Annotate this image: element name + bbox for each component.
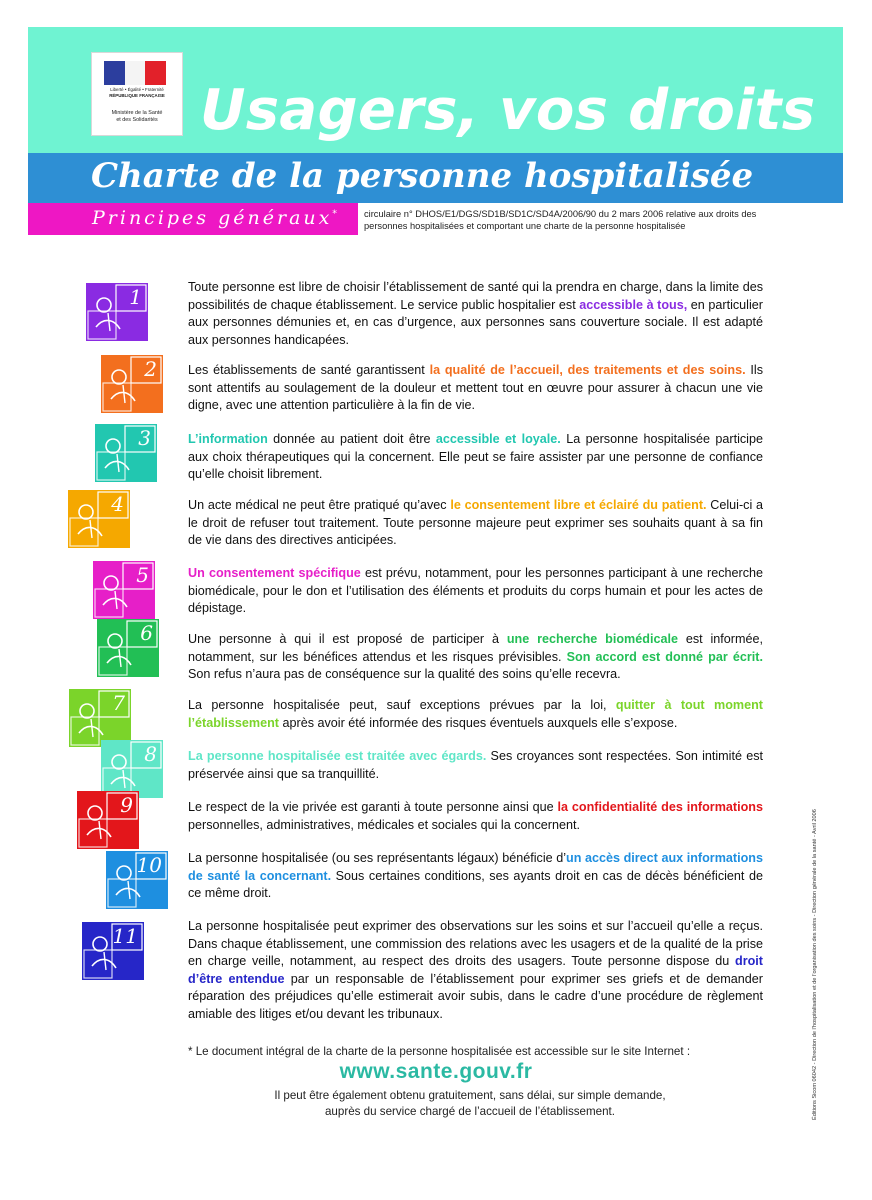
principle-9 xyxy=(188,799,763,834)
principle-number: 2 xyxy=(144,357,157,381)
publisher-credit: Éditions Sicom 06042 - Direction de l’hospitalisation et de l’organisation des soins - Direction générale de la santé - Avril 2006 xyxy=(812,809,818,1120)
availability-line-2: auprès du service chargé de l’accueil de l’établissement. xyxy=(324,1105,615,1118)
principle-highlight: le consentement libre et éclairé du patient. xyxy=(450,498,707,512)
principle-text: Ils sont attentifs au soulagement de la douleur et mettent tout en œuvre pour assurer à chacun une vie digne, avec une attention particulière à la fin de vie. xyxy=(188,363,763,413)
principle-text: Celui-ci a le droit de refuser tout traitement. Toute personne majeure peut exprimer ses souhaits quant à sa fin de vie dans des directives anticipées. xyxy=(188,498,763,548)
principle-number: 3 xyxy=(138,426,151,450)
door-icon xyxy=(69,689,131,747)
whisper-icon xyxy=(77,791,139,849)
principle-text: Sous certaines conditions, ses ayants droit en cas de décès bénéficient de ce même droit. xyxy=(188,868,763,901)
principle-text: Un acte médical ne peut être pratiqué qu’avec xyxy=(188,498,451,512)
availability-line-1: Il peut être également obtenu gratuitement, sans délai, sur simple demande, xyxy=(274,1089,666,1102)
logo-motto: Liberté • Égalité • Fraternité xyxy=(110,87,164,92)
principle-highlight: Son accord est donné par écrit. xyxy=(566,649,763,664)
principle-text: La personne hospitalisée participe aux choix thérapeutiques qui la concernent. Elle peut se faire assister par une personne de confiance qu’elle choisit librement. xyxy=(188,432,763,482)
principle-number: 8 xyxy=(144,742,157,766)
principle-text: La personne hospitalisée peut, sauf exceptions prévues par la loi, xyxy=(188,698,616,712)
principle-highlight: accessible à tous, xyxy=(579,297,688,312)
government-logo xyxy=(91,52,183,136)
principle-7 xyxy=(188,697,763,732)
face-icon xyxy=(101,740,163,798)
dialogue-icon xyxy=(82,922,144,980)
principle-11 xyxy=(188,918,763,1024)
hands-icon xyxy=(68,490,130,548)
principle-number: 1 xyxy=(129,285,142,309)
principle-10 xyxy=(188,850,763,903)
circulaire-reference: circulaire n° DHOS/E1/DGS/SD1B/SD1C/SD4A/2006/90 du 2 mars 2006 relative aux droits des personnes hospitalisées et comportant une charte de la personne hospitalisée xyxy=(364,209,757,231)
marianne-logo-icon xyxy=(104,61,166,85)
wheelchair-icon xyxy=(86,283,148,341)
principle-text: donnée au patient doit être xyxy=(267,432,436,446)
principle-text: Une personne à qui il est proposé de participer à xyxy=(188,632,507,646)
principle-highlight: La personne hospitalisée est traitée avec égards. xyxy=(188,749,487,763)
principle-8 xyxy=(188,748,763,783)
principle-highlight: quitter à tout moment l’établissement xyxy=(188,698,764,730)
principle-2 xyxy=(188,362,763,415)
principle-highlight: Un consentement spécifique xyxy=(188,566,361,580)
principle-text: Le respect de la vie privée est garanti à toute personne ainsi que xyxy=(188,800,558,814)
page-subtitle: Charte de la personne hospitalisée xyxy=(91,156,754,196)
principle-number: 7 xyxy=(112,691,125,715)
principle-5 xyxy=(188,565,763,618)
document-icon xyxy=(106,851,168,909)
people-icon xyxy=(95,424,157,482)
principle-number: 10 xyxy=(136,853,162,877)
principle-highlight: un accès direct aux informations de santé la concernant. xyxy=(188,851,763,883)
principle-6 xyxy=(188,631,763,684)
principle-text: La personne hospitalisée peut exprimer des observations sur les soins et sur l’accueil qu’elle a reçus. Dans chaque établissement, une commission des relations avec les usagers et de la qualité de la prise en charge veille, notamment, au respect des droits des usagers. Toute personne dispose du xyxy=(188,919,763,969)
ministry-line-2: et des Solidarités xyxy=(116,116,158,123)
principle-text: est informée, notamment, sur les bénéfices attendus et les risques prévisibles. xyxy=(188,632,763,664)
section-title: Principes généraux* xyxy=(92,207,337,229)
principle-highlight: accessible et loyale. xyxy=(435,432,561,446)
principle-highlight: la confidentialité des informations xyxy=(557,800,763,814)
website-link[interactable]: www.sante.gouv.fr xyxy=(339,1060,533,1083)
thumbs-up-icon xyxy=(101,355,163,413)
principle-3 xyxy=(188,431,763,484)
principle-text: après avoir été informée des risques éventuels auxquels elle s’expose. xyxy=(279,715,678,730)
microscope-icon xyxy=(97,619,159,677)
principle-highlight: L’information xyxy=(188,432,268,446)
principle-text: par un responsable de l’établissement pour exprimer ses griefs et de demander réparation des préjudices qu’elle estimerait avoir subis, dans le cadre d’une procédure de règlement amiable des litiges et/ou devant les tribunaux. xyxy=(188,971,763,1021)
principle-number: 5 xyxy=(136,563,149,587)
principle-highlight: la qualité de l’accueil, des traitements et des soins. xyxy=(429,363,746,377)
ministry-line-1: Ministère de la Santé xyxy=(111,110,163,116)
logo-republic: RÉPUBLIQUE FRANÇAISE xyxy=(109,92,165,98)
page-title: Usagers, vos droits xyxy=(200,78,816,143)
principle-highlight: une recherche biomédicale xyxy=(506,632,678,646)
footnote: * Le document intégral de la charte de la personne hospitalisée est accessible sur le site Internet : xyxy=(188,1045,691,1058)
principle-text: La personne hospitalisée (ou ses représentants légaux) bénéficie d’ xyxy=(188,851,566,865)
principle-text: Les établissements de santé garantissent xyxy=(188,363,430,377)
principle-text: Son refus n’aura pas de conséquence sur la qualité des soins qu’elle recevra. xyxy=(188,667,621,682)
principle-text: personnelles, administratives, médicales et sociales qui la concernent. xyxy=(188,817,581,832)
principle-number: 11 xyxy=(112,924,138,948)
principle-text: en particulier aux personnes démunies et, en cas d’urgence, aux personnes sans couverture sociale. Il est adapté aux personnes handicapées. xyxy=(188,297,763,347)
principle-highlight: droit d’être entendue xyxy=(188,954,763,986)
principle-text: Toute personne est libre de choisir l’établissement de santé qui la prendra en charge, dans la limite des possibilités de chaque établissement. Le service public hospitalier est xyxy=(188,280,763,312)
principle-number: 6 xyxy=(140,621,153,645)
principle-text: Ses croyances sont respectées. Son intimité est préservée ainsi que sa tranquillité. xyxy=(188,749,763,781)
handshake-icon xyxy=(93,561,155,619)
principle-number: 4 xyxy=(111,492,124,516)
principle-4 xyxy=(188,497,763,550)
principle-text: est prévu, notamment, pour les personnes participant à une recherche biomédicale, pour le don et l’utilisation des éléments et produits du corps humain et pour les actes de dépistage. xyxy=(188,566,764,616)
principle-number: 9 xyxy=(120,793,133,817)
principle-1 xyxy=(188,279,763,349)
